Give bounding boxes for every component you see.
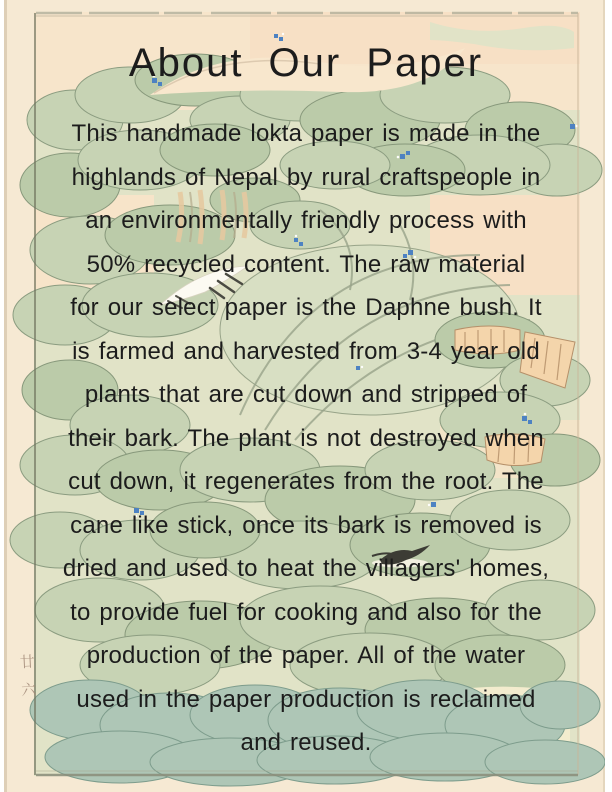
body-text-line: dried and used to heat the villagers' homes,	[62, 555, 550, 582]
body-text-line: and reused.	[240, 729, 372, 756]
body-text-line: to provide fuel for cooking and also for the	[70, 598, 542, 626]
body-text-line: production of the paper. All of the water	[86, 642, 526, 669]
body-text-line: is farmed and harvested from 3-4 year old	[72, 337, 540, 365]
page-title: About Our Paper	[128, 41, 484, 85]
body-text-line: cut down, it regenerates from the root. The	[68, 468, 544, 495]
body-text-line: 50% recycled content. The raw material	[86, 250, 526, 278]
body-text-line: highlands of Nepal by rural craftspeople in	[71, 163, 541, 191]
body-text-line: cane like stick, once its bark is removed is	[70, 511, 542, 539]
scanned-paper-page	[4, 0, 605, 792]
body-text-line: for our select paper is the Daphne bush. It	[70, 294, 542, 321]
body-text-line: an environmentally friendly process with	[85, 207, 527, 234]
page-content	[34, 0, 578, 765]
body-text-line: plants that are cut down and stripped of	[84, 381, 528, 408]
body-text-line: This handmade lokta paper is made in the	[71, 120, 541, 147]
body-text-line: used in the paper production is reclaimed	[76, 685, 536, 713]
body-text	[34, 112, 578, 765]
margin-mark-bottom: 六	[20, 680, 37, 700]
margin-mark-top: 廿	[19, 652, 36, 672]
body-text-line: their bark. The plant is not destroyed when	[68, 424, 544, 452]
